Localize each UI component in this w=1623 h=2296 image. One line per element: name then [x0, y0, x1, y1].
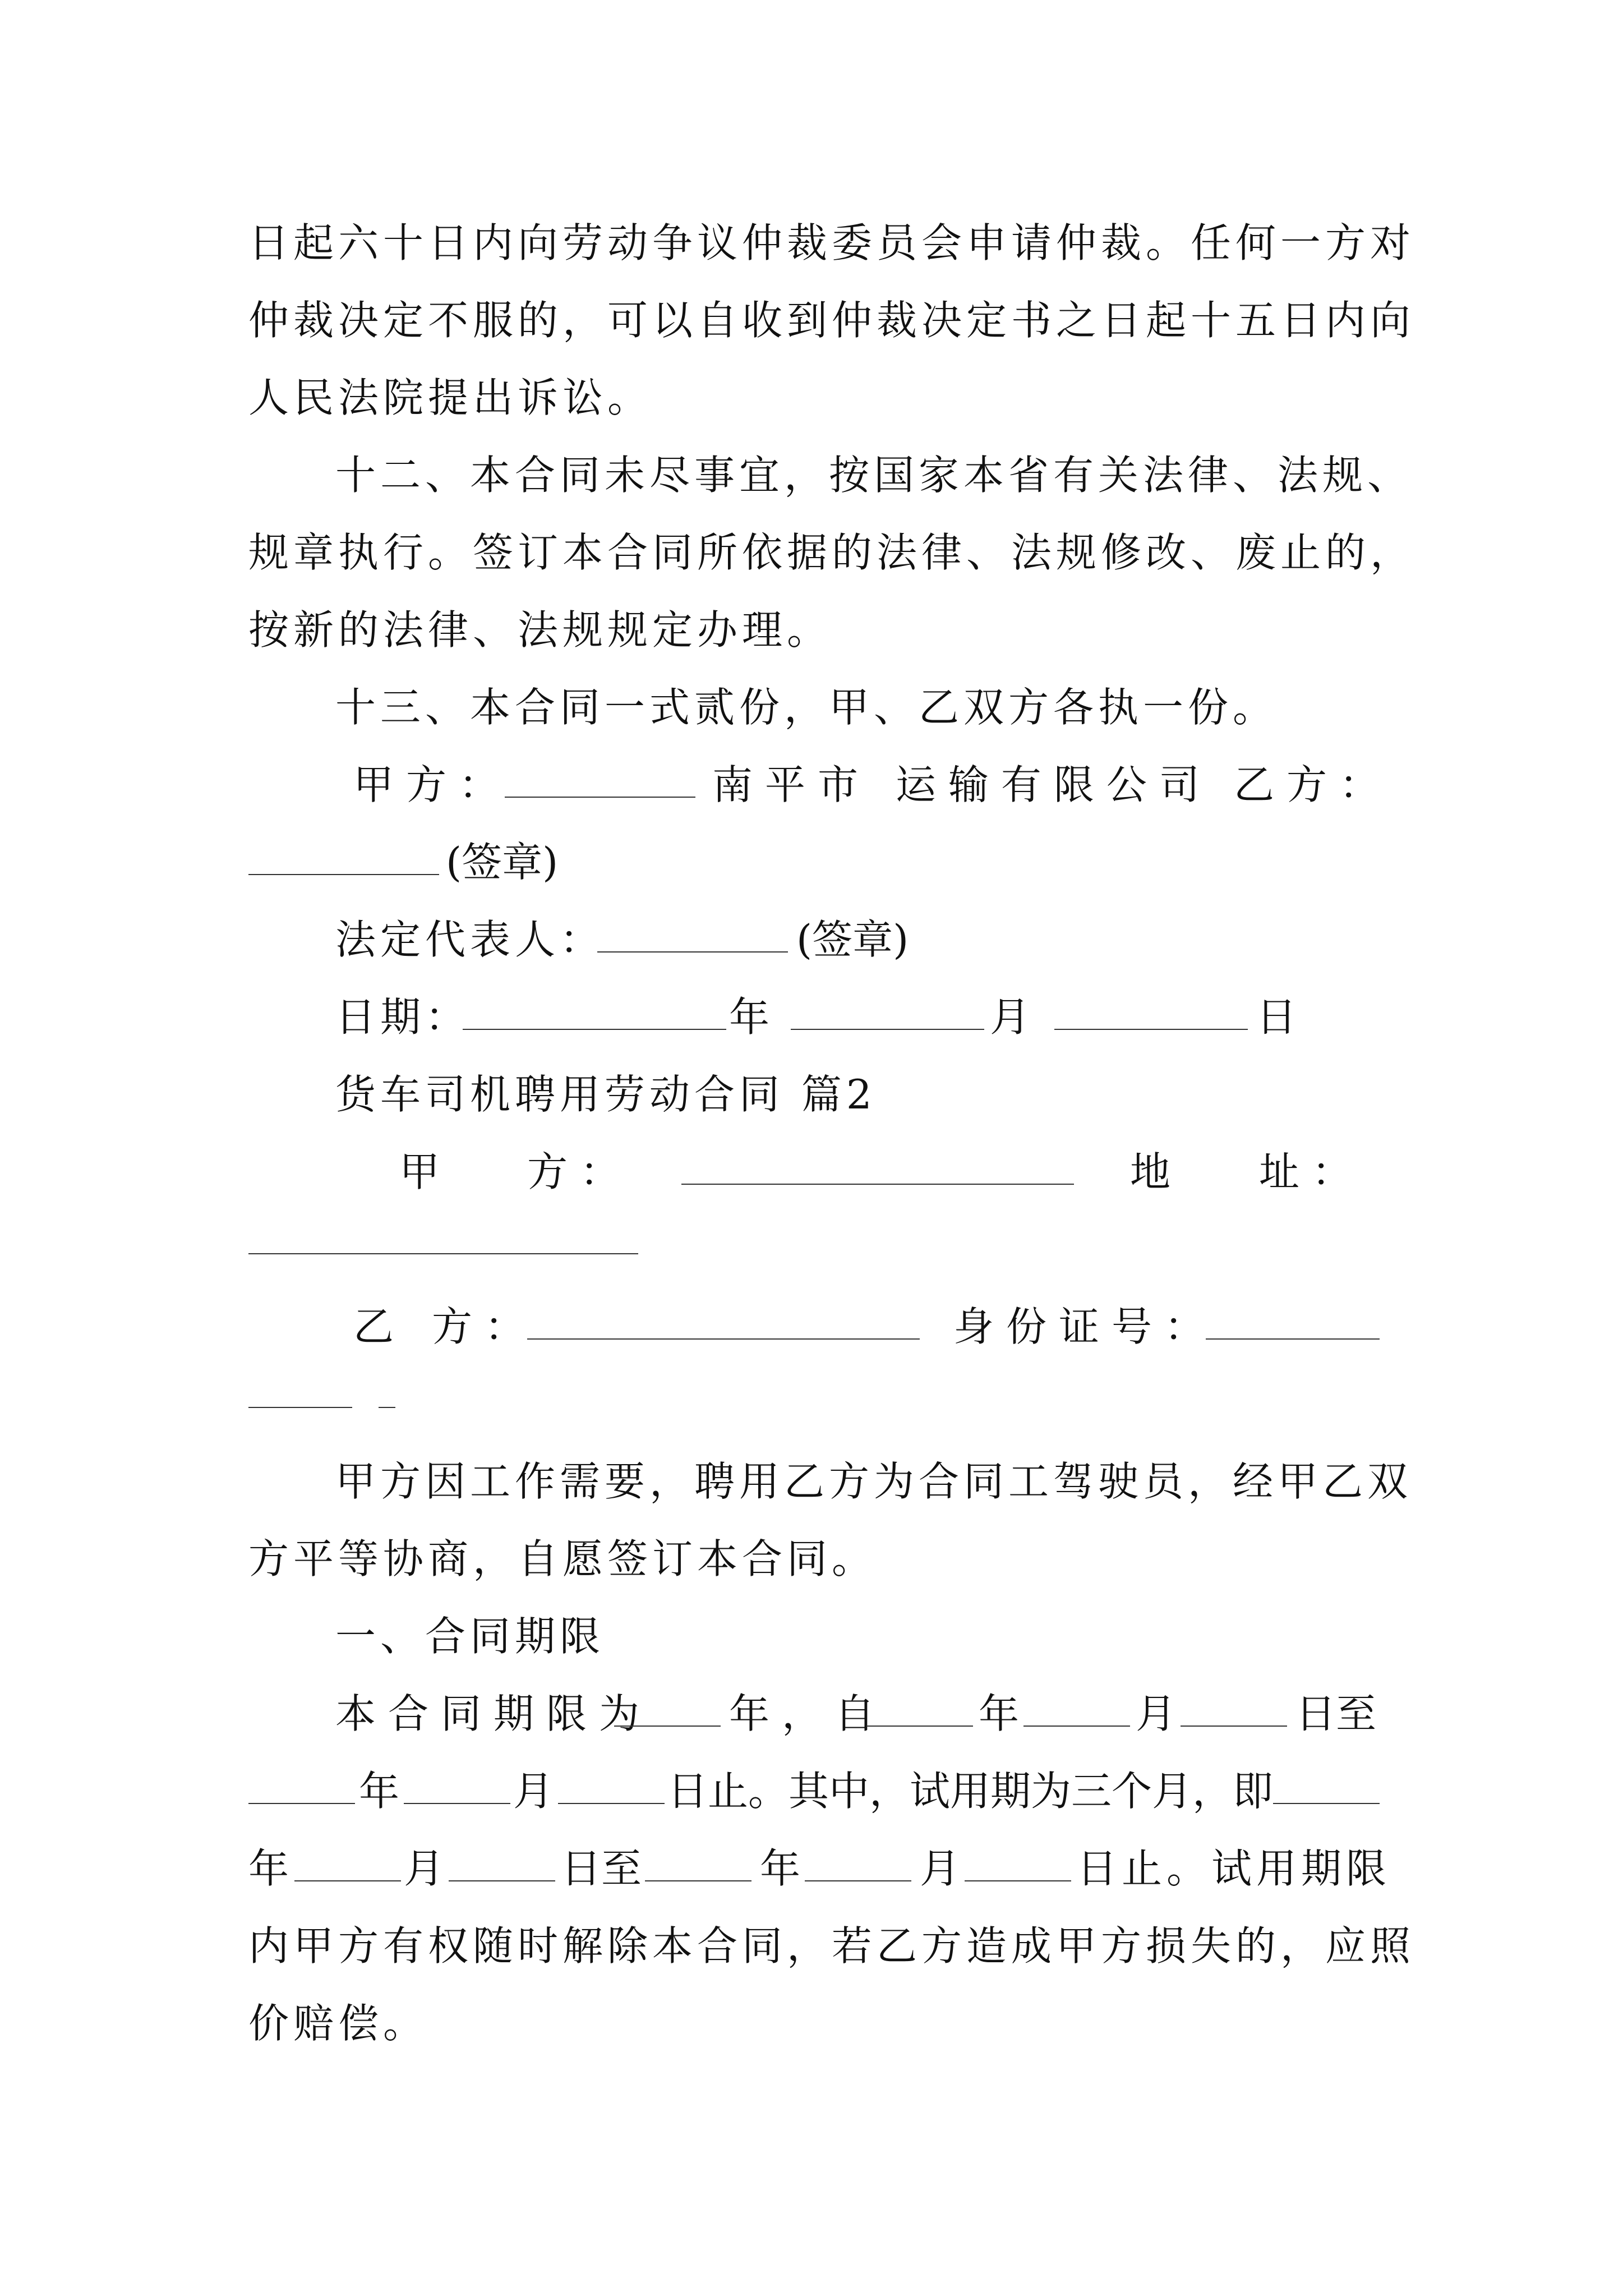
- paragraph-text: 人民法院提出诉讼。: [248, 374, 653, 421]
- month-label: 月: [1136, 1690, 1177, 1737]
- id-blank-part3: [379, 1407, 395, 1408]
- address-blank-line: [0, 1211, 1623, 1272]
- seal-label: (签章): [796, 916, 909, 963]
- trial-text: 内甲方有权随时解除本合同，若乙方造成甲方损失的，应照: [248, 1922, 1415, 1970]
- text-line: [0, 1528, 1623, 1590]
- paragraph-text: 仲裁决定不服的，可以自收到仲裁决定书之日起十五日内向: [248, 297, 1415, 344]
- paragraph-text: 日起六十日内向劳动争议仲裁委员会申请仲裁。任何一方对: [248, 219, 1415, 266]
- year-label: 年: [248, 1845, 289, 1892]
- text-line: [0, 522, 1623, 583]
- party-b-line: [0, 1296, 1623, 1358]
- term-line: [0, 1760, 1623, 1822]
- text-line: [0, 1915, 1623, 1977]
- start-month-blank: [1023, 1726, 1130, 1727]
- trial-start-year-blank: [1273, 1803, 1380, 1804]
- text-line: [0, 599, 1623, 661]
- trial-end-day-blank: [965, 1880, 1071, 1881]
- end-day-blank: [558, 1803, 665, 1804]
- paragraph-text: 规章执行。签订本合同所依据的法律、法规修改、废止的，: [248, 529, 1415, 576]
- text-line: [0, 1451, 1623, 1512]
- end-month-blank: [404, 1803, 510, 1804]
- month-label: 月: [404, 1845, 445, 1892]
- party-a-name-blank: [681, 1184, 1074, 1185]
- trial-end-month-blank: [805, 1880, 911, 1881]
- party-a-line: [0, 1141, 1623, 1203]
- trial-text: 价赔偿。: [248, 2000, 428, 2047]
- text-line: [0, 1605, 1623, 1667]
- legal-rep-label: 法定代表人：: [335, 916, 605, 963]
- day-blank: [1054, 1029, 1248, 1030]
- text-line: [0, 444, 1623, 506]
- end-year-blank: [248, 1803, 355, 1804]
- intro-text: 甲方因工作需要，聘用乙方为合同工驾驶员，经甲乙双: [335, 1458, 1413, 1505]
- year-label: 年: [979, 1690, 1020, 1737]
- day-stop-text: 日止。试用期限: [1077, 1845, 1391, 1892]
- paragraph-text: 按新的法律、法规规定办理。: [248, 606, 832, 654]
- legal-rep-line: [0, 909, 1623, 970]
- section-title-line: [0, 1064, 1623, 1125]
- date-line: [0, 986, 1623, 1048]
- id-blank-line: [0, 1364, 1623, 1426]
- clause-13-text: 十三、本合同一式贰份，甲、乙双方各执一份。: [335, 684, 1278, 731]
- id-blank-part1: [1206, 1338, 1380, 1340]
- party-b-label-rest: 方：: [432, 1303, 538, 1350]
- month-label: 月: [513, 1768, 554, 1815]
- clause-1-title: 一、合同期限: [335, 1613, 605, 1660]
- signature-line: [0, 831, 1623, 893]
- month-label: 月: [990, 993, 1031, 1041]
- term-years-blank: [614, 1726, 721, 1727]
- section-2-title: 货车司机聘用劳动合同 篇2: [335, 1071, 877, 1118]
- year-blank: [463, 1029, 726, 1030]
- party-b-label-char1: 乙: [353, 1303, 394, 1350]
- start-day-blank: [1181, 1726, 1287, 1727]
- party-a-blank: [505, 797, 695, 798]
- id-blank-part2: [248, 1407, 352, 1408]
- term-year-from: 年，自: [729, 1690, 888, 1737]
- day-to-label: 日至: [561, 1845, 642, 1892]
- day-stop-text: 日止。其中，试用期为三个月，即: [667, 1768, 1274, 1815]
- trial-end-year-blank: [645, 1880, 751, 1881]
- day-label: 日: [1256, 993, 1297, 1041]
- party-a-company: 南平市 运输有限公司: [712, 761, 1212, 808]
- day-to-label: 日至: [1295, 1690, 1377, 1737]
- address-label-rest: 址：: [1259, 1148, 1365, 1195]
- address-blank: [248, 1253, 638, 1254]
- party-a-label-rest: 方：: [527, 1148, 633, 1195]
- text-line: [0, 212, 1623, 274]
- legal-rep-blank: [597, 951, 788, 953]
- address-label-char1: 地: [1130, 1148, 1171, 1195]
- party-a-label: 甲方：: [353, 761, 512, 808]
- year-label: 年: [729, 993, 770, 1041]
- term-prefix: 本合同期限为: [335, 1690, 652, 1737]
- party-b-name-blank: [527, 1338, 920, 1340]
- term-line: [0, 1838, 1623, 1899]
- text-line: [0, 677, 1623, 738]
- party-a-label-char1: 甲: [399, 1148, 440, 1195]
- text-line: [0, 1993, 1623, 2054]
- party-b-label: 乙方：: [1234, 761, 1393, 808]
- text-line: [0, 289, 1623, 351]
- trial-start-day-blank: [449, 1880, 555, 1881]
- year-label: 年: [359, 1768, 400, 1815]
- seal-label: (签章): [446, 839, 559, 886]
- start-year-blank: [866, 1726, 973, 1727]
- clause-12-text: 十二、本合同未尽事宜，按国家本省有关法律、法规、: [335, 452, 1413, 499]
- party-b-blank: [248, 874, 439, 875]
- text-line: [0, 367, 1623, 429]
- term-line: [0, 1683, 1623, 1745]
- signature-line: [0, 754, 1623, 816]
- month-blank: [791, 1029, 984, 1030]
- trial-start-month-blank: [294, 1880, 401, 1881]
- month-label: 月: [920, 1845, 961, 1892]
- intro-text: 方平等协商，自愿签订本合同。: [248, 1535, 877, 1582]
- id-label: 身份证号：: [953, 1303, 1218, 1350]
- date-label: 日期：: [335, 993, 471, 1041]
- year-label: 年: [760, 1845, 801, 1892]
